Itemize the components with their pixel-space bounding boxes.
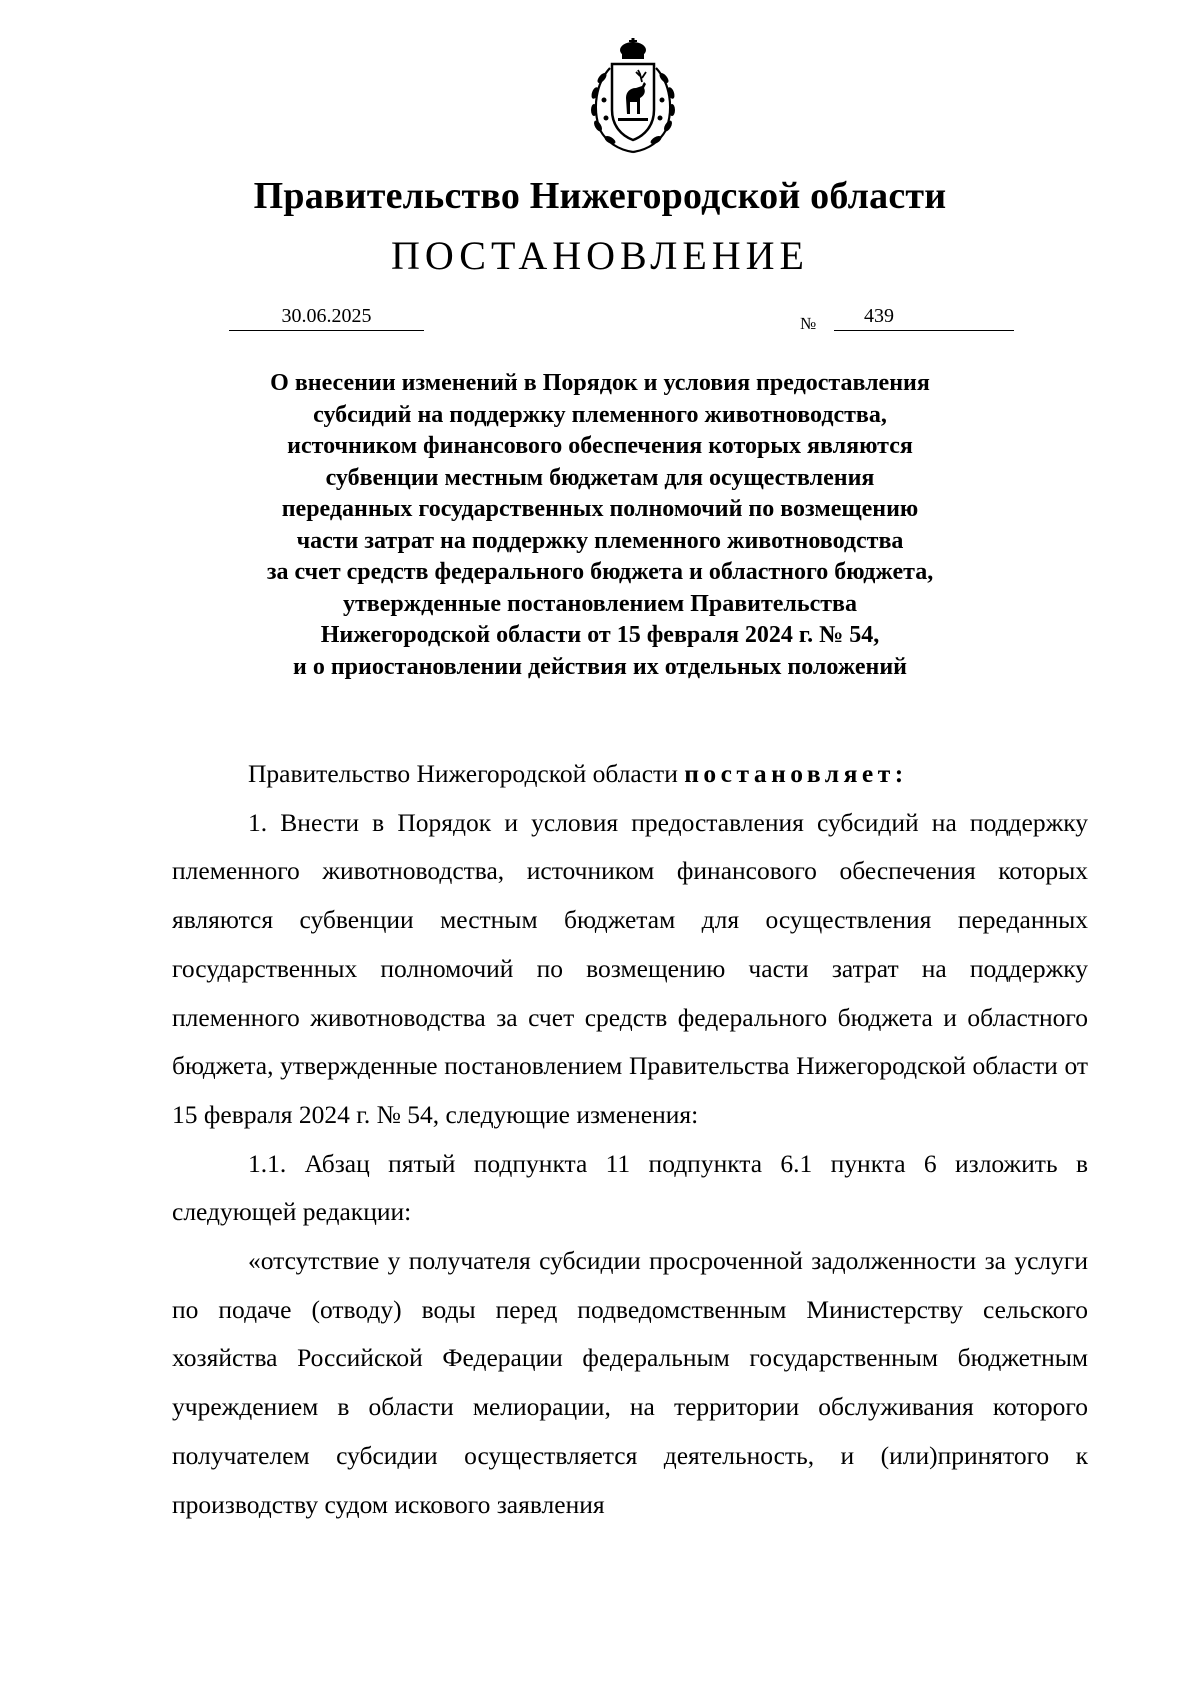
- government-title: Правительство Нижегородской области: [253, 175, 947, 217]
- nizhny-novgorod-coat-of-arms-icon: [578, 38, 688, 156]
- paragraph-1-1: 1.1. Абзац пятый подпункта 11 подпункта 6.1 пункта 6 изложить в следующей редакции:: [172, 1148, 1088, 1227]
- document-subject: [200, 368, 1000, 683]
- subject-line: субвенции местным бюджетам для осуществления: [325, 464, 875, 491]
- document-type: ПОСТАНОВЛЕНИЕ: [391, 233, 809, 278]
- document-number: 439: [864, 305, 894, 327]
- subject-line: субсидий на поддержку племенного животноводства,: [313, 401, 887, 428]
- subject-line: О внесении изменений в Порядок и условия предоставления: [270, 370, 930, 396]
- preamble: [172, 750, 1088, 799]
- subject-line: за счет средств федерального бюджета и областного бюджета,: [266, 559, 934, 585]
- subject-line: утвержденные постановлением Правительства: [342, 590, 857, 617]
- subject-line: источником финансового обеспечения которых являются: [287, 433, 913, 459]
- document-body: [172, 750, 1088, 1529]
- subject-line: переданных государственных полномочий по возмещению: [281, 496, 919, 522]
- quoted-amendment: «отсутствие у получателя субсидии просроченной задолженности за услуги по подаче (отводу) воды перед подведомственным Министерству сельского хозяйства Российской Федерации федеральным государственным бюджетным учреждением в области мелиорации, на территории обслуживания которого получателем субсидии осуществляется деятельность, и (или)принятого к производству судом искового заявления: [172, 1246, 1088, 1519]
- paragraph-1: 1. Внести в Порядок и условия предоставления субсидий на поддержку племенного животноводства, источником финансового обеспечения которых являются субвенции местным бюджетам для осуществления переданных государственных полномочий по возмещению части затрат на поддержку племенного животноводства за счет средств федерального бюджета и областного бюджета, утвержденные постановлением Правительства Нижегородской области от 15 февраля 2024 г. № 54, следующие изменения:: [172, 807, 1088, 1129]
- subject-line: и о приостановлении действия их отдельных положений: [293, 653, 907, 680]
- document-number-field: [834, 304, 1014, 331]
- document-date: 30.06.2025: [229, 304, 424, 331]
- preamble-text: Правительство Нижегородской области: [248, 759, 685, 788]
- subject-line: Нижегородской области от 15 февраля 2024 г. № 54,: [320, 622, 880, 648]
- number-label: №: [800, 314, 817, 333]
- subject-line: части затрат на поддержку племенного животноводства: [296, 527, 904, 554]
- decree-word: постановляет:: [684, 759, 908, 788]
